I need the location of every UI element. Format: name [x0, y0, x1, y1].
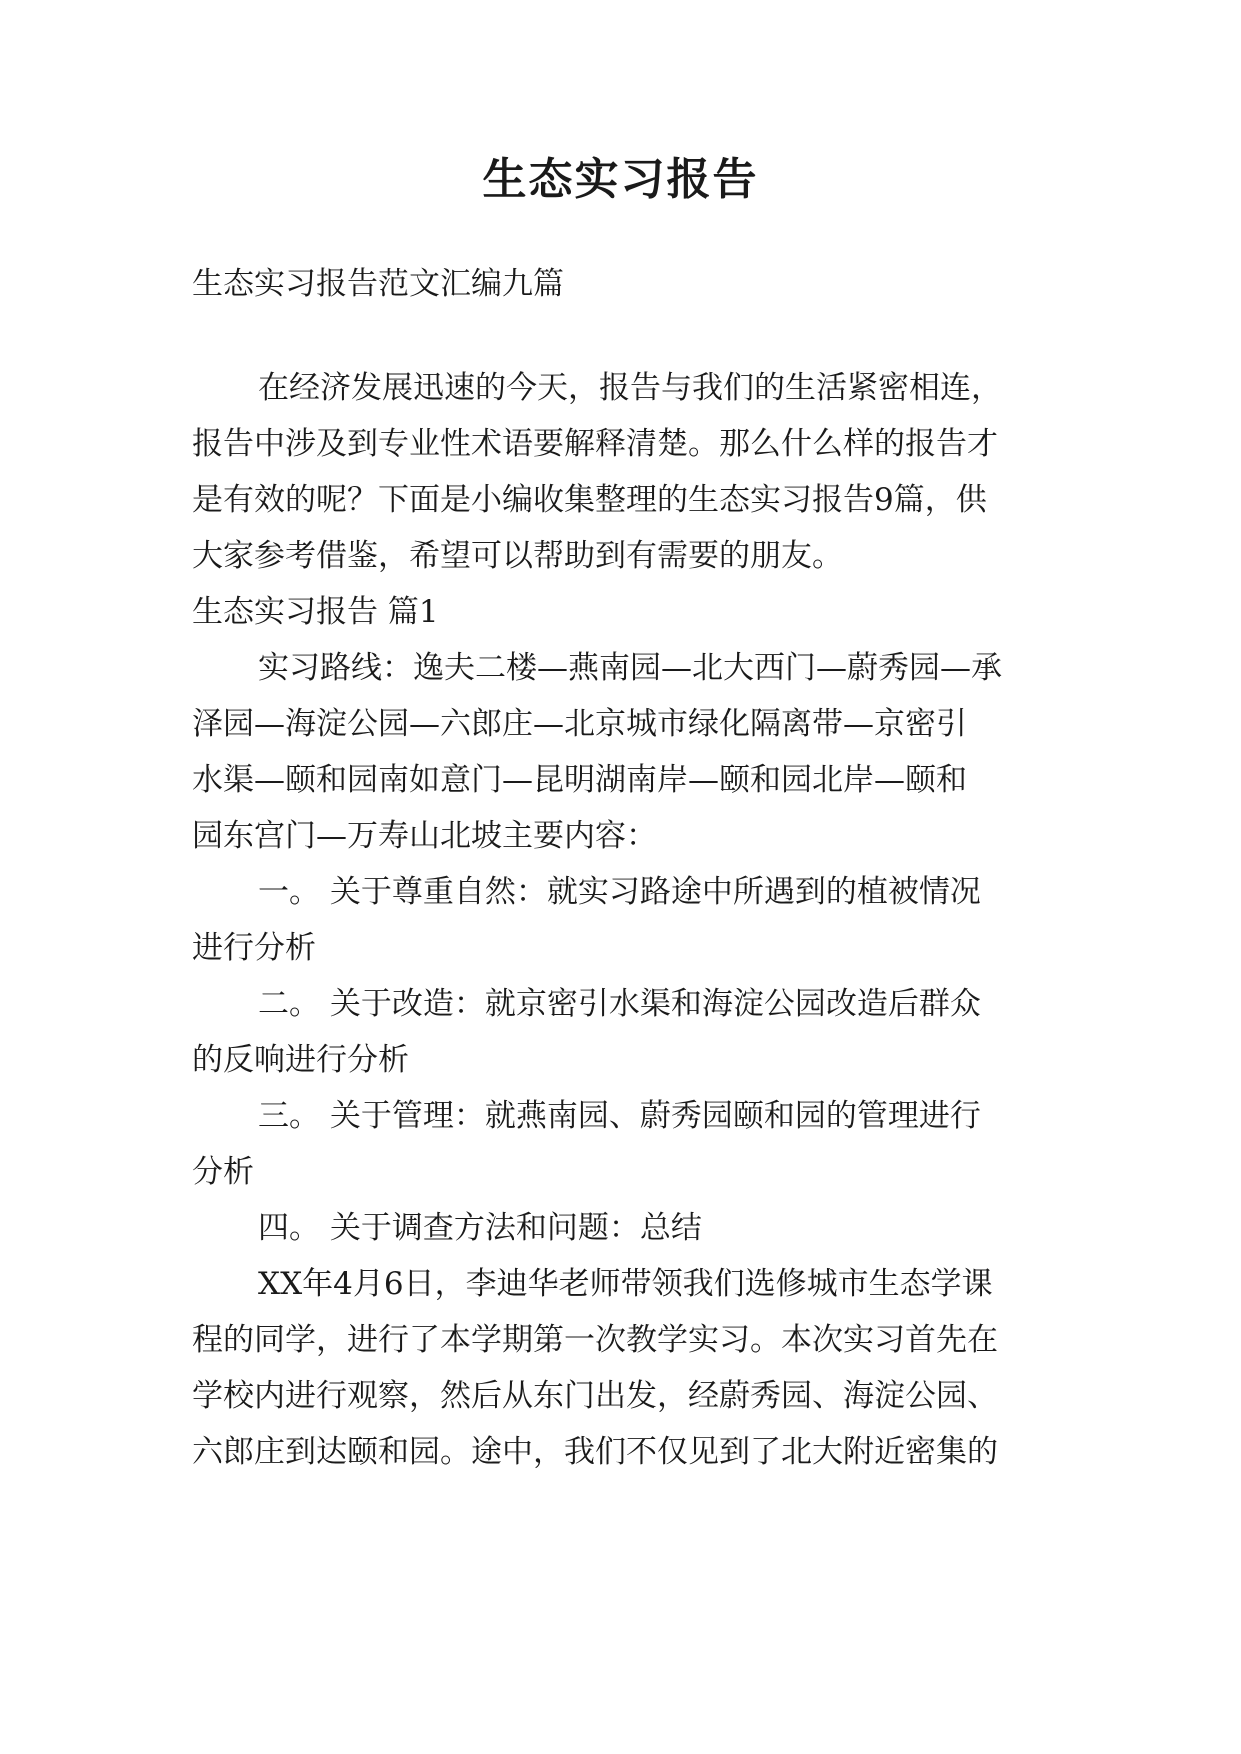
- item-4-line-1: 四。 关于调查方法和问题：总结: [258, 1210, 702, 1246]
- document-title: 生态实习报告: [482, 154, 759, 205]
- intro-line-3: 是有效的呢？下面是小编收集整理的生态实习报告9篇，供: [192, 482, 987, 518]
- intro-line-2: 报告中涉及到专业性术语要解释清楚。那么什么样的报告才: [192, 426, 998, 462]
- item-2-line-2: 的反响进行分析: [192, 1042, 409, 1078]
- item-1-line-1: 一。 关于尊重自然：就实习路途中所遇到的植被情况: [258, 874, 981, 910]
- intro-line-1: 在经济发展迅速的今天，报告与我们的生活紧密相连，: [258, 370, 1002, 406]
- narrative-line-1: XX年4月6日，李迪华老师带领我们选修城市生态学课: [258, 1266, 993, 1302]
- route-line-1: 实习路线：逸夫二楼—燕南园—北大西门—蔚秀园—承: [258, 650, 1002, 686]
- item-2-line-1: 二。 关于改造：就京密引水渠和海淀公园改造后群众: [258, 986, 981, 1022]
- route-line-2: 泽园—海淀公园—六郎庄—北京城市绿化隔离带—京密引: [192, 706, 967, 742]
- item-3-line-2: 分析: [192, 1154, 254, 1190]
- item-1-line-2: 进行分析: [192, 930, 316, 966]
- narrative-line-3: 学校内进行观察，然后从东门出发，经蔚秀园、海淀公园、: [192, 1378, 998, 1414]
- intro-line-4: 大家参考借鉴，希望可以帮助到有需要的朋友。: [192, 538, 843, 574]
- narrative-line-4: 六郎庄到达颐和园。途中，我们不仅见到了北大附近密集的: [192, 1434, 998, 1470]
- narrative-line-2: 程的同学，进行了本学期第一次教学实习。本次实习首先在: [192, 1322, 998, 1358]
- route-line-3: 水渠—颐和园南如意门—昆明湖南岸—颐和园北岸—颐和: [192, 762, 967, 798]
- item-3-line-1: 三。 关于管理：就燕南园、蔚秀园颐和园的管理进行: [258, 1098, 981, 1134]
- document-subtitle: 生态实习报告范文汇编九篇: [192, 266, 564, 302]
- section-heading: 生态实习报告 篇1: [192, 594, 439, 630]
- route-line-4: 园东宫门—万寿山北坡主要内容：: [192, 818, 657, 854]
